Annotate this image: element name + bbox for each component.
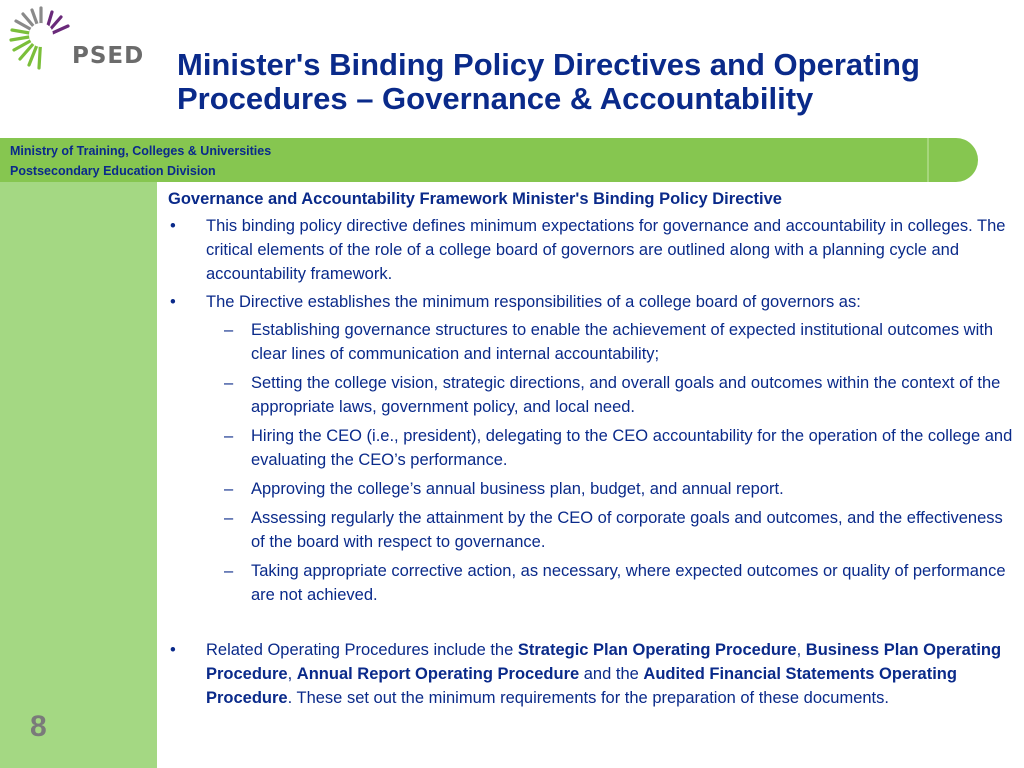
connector-text: and the xyxy=(579,665,644,683)
business-plan-procedure: Business Plan Operating Procedure xyxy=(206,641,1002,683)
bullet-item xyxy=(168,638,1014,710)
bullet-text: The Directive establishes the minimum responsibilities of a college board of governors as: xyxy=(206,293,861,311)
sub-item-text: Taking appropriate corrective action, as necessary, where expected outcomes or quality of performance are not achieved. xyxy=(251,562,1006,604)
slide-content xyxy=(168,188,1014,714)
sub-item-text: Establishing governance structures to enable the achievement of expected institutional outcomes with clear lines of communication and internal accountability; xyxy=(251,321,994,363)
title-line-2: Procedures – Governance & Accountability xyxy=(177,81,814,116)
title-line-1: Minister's Binding Policy Directives and Operating xyxy=(177,47,920,82)
bullet-marker: • xyxy=(170,293,176,311)
dash-marker: – xyxy=(224,321,234,339)
sub-item-text: Assessing regularly the attainment by the CEO of corporate goals and outcomes, and the effectiveness of the board with respect to governance. xyxy=(251,509,1003,551)
sub-item-text: Approving the college’s annual business plan, budget, and annual report. xyxy=(251,480,784,498)
annual-report-procedure: Annual Report Operating Procedure xyxy=(296,665,580,683)
sub-item xyxy=(168,506,1014,554)
closing-text: . These set out the minimum requirements for the preparation of these documents. xyxy=(287,689,889,707)
audited-statements-procedure: Audited Financial Statements Operating Procedure xyxy=(206,665,957,707)
bullet-marker: • xyxy=(170,217,176,235)
strategic-plan-procedure: Strategic Plan Operating Procedure xyxy=(517,641,797,659)
dash-marker: – xyxy=(224,480,234,498)
section-heading: Governance and Accountability Framework Minister's Binding Policy Directive xyxy=(168,190,782,208)
psed-logo xyxy=(8,4,148,70)
separator: , xyxy=(796,641,806,659)
sub-item xyxy=(168,477,1014,501)
sub-item xyxy=(168,318,1014,366)
bullet-marker: • xyxy=(170,641,176,659)
sub-item xyxy=(168,424,1014,472)
sub-item xyxy=(168,559,1014,607)
sub-item-text: Hiring the CEO (i.e., president), delegating to the CEO accountability for the operation of the college and evaluating the CEO’s performance. xyxy=(251,427,1013,469)
sub-list xyxy=(206,318,1014,607)
dash-marker: – xyxy=(224,509,234,527)
bullet-item xyxy=(168,214,1014,286)
dash-marker: – xyxy=(224,427,234,445)
separator: , xyxy=(287,665,297,683)
ministry-name: Ministry of Training, Colleges & Universities xyxy=(10,144,272,158)
sub-item xyxy=(168,371,1014,419)
spacer xyxy=(168,612,1014,638)
slide-number: 8 xyxy=(30,710,47,743)
bullet-text: This binding policy directive defines minimum expectations for governance and accountability in colleges. The critical elements of the role of a college board of governors are outlined along with a planning cycle and accountability framework. xyxy=(206,217,1006,283)
division-name: Postsecondary Education Division xyxy=(10,164,216,178)
sub-item-text: Setting the college vision, strategic directions, and overall goals and outcomes within the context of the appropriate laws, government policy, and local need. xyxy=(251,374,1001,416)
logo-wordmark: PSED xyxy=(72,43,145,69)
logo-sunburst-icon xyxy=(8,4,78,70)
header-band-divider xyxy=(927,138,929,182)
bullet-text xyxy=(206,641,1001,707)
intro-text: Related Operating Procedures include the xyxy=(206,641,518,659)
left-sidebar xyxy=(0,182,157,768)
bullet-item xyxy=(168,290,1014,607)
dash-marker: – xyxy=(224,562,234,580)
page-title xyxy=(177,48,1007,116)
dash-marker: – xyxy=(224,374,234,392)
